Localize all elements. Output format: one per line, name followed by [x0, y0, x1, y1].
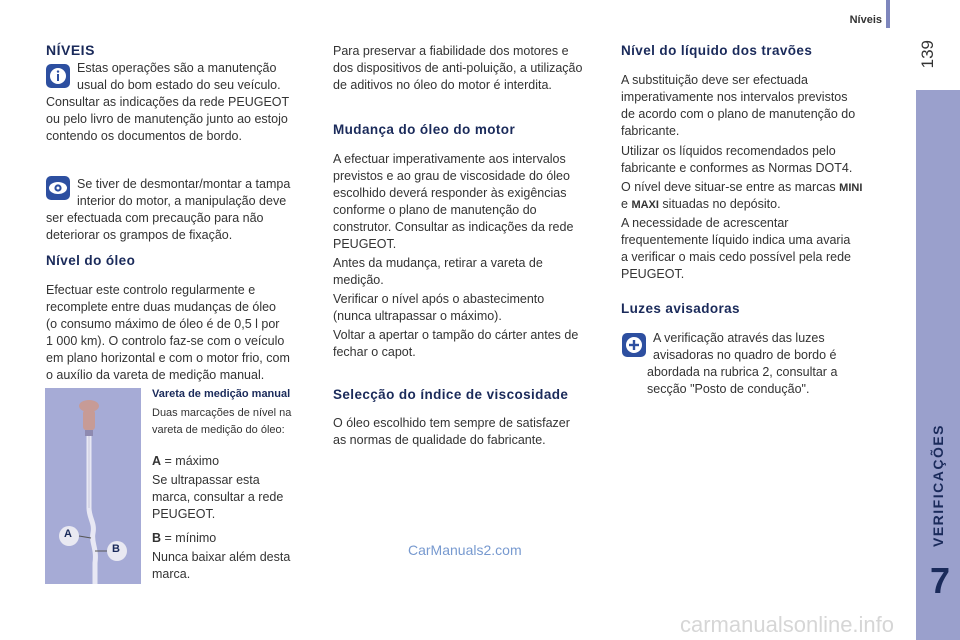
oil-level-line: (o consumo máximo de óleo é de 0,5 l por: [46, 317, 280, 331]
brake-fluid-line: Utilizar os líquidos recomendados pelo: [621, 144, 836, 158]
marker-a-line: Se ultrapassar esta: [152, 473, 260, 487]
additives-line: dos dispositivos de anti-poluição, a utilização: [333, 61, 583, 75]
oil-change-line: fechar o capot.: [333, 345, 416, 359]
warning-line: interior do motor, a manipulação deve: [77, 194, 287, 208]
oil-change-line: construtor. Consultar as indicações da rede: [333, 220, 574, 234]
oil-change-line: medição.: [333, 273, 384, 287]
marker-b-line: Nunca baixar além desta: [152, 550, 291, 564]
marker-a-line: marca, consultar a rede: [152, 490, 284, 504]
page-number: 139: [918, 40, 937, 69]
additives-line: Para preservar a fiabilidade dos motores e: [333, 44, 569, 58]
warning-lights-line: abordada na rubrica 2, consultar a: [647, 365, 838, 379]
chapter-label: VERIFICAÇÕES: [930, 423, 946, 547]
brake-fluid-line: PEUGEOT.: [621, 267, 685, 281]
oil-change-line: previstos e ao grau de viscosidade do óleo: [333, 169, 570, 183]
oil-change-heading: Mudança do óleo do motor: [333, 122, 516, 137]
chapter-number: 7: [929, 560, 950, 601]
dipstick-line: vareta de medição do óleo:: [152, 424, 285, 436]
oil-change-line: Voltar a apertar o tampão do cárter antes de: [333, 328, 579, 342]
watermark-carmanuals2: CarManuals2.com: [408, 542, 522, 558]
oil-change-line: A efectuar imperativamente aos intervalos: [333, 152, 566, 166]
dipstick-illustration: [45, 388, 141, 584]
warning-lights-heading: Luzes avisadoras: [621, 301, 740, 316]
header-accent-bar: [886, 0, 890, 28]
brake-level-text: situadas no depósito.: [658, 197, 781, 211]
brake-fluid-line: fabricante.: [621, 124, 680, 138]
maxi-mark: MAXI: [631, 199, 659, 211]
oil-change-line: escolhido deverá responder às exigências: [333, 186, 567, 200]
plus-icon: [622, 333, 646, 357]
brake-fluid-line: de acordo com o plano de manutenção do: [621, 107, 856, 121]
brake-level-text: e: [621, 197, 632, 211]
marker-a-definition: [152, 453, 219, 470]
brake-fluid-level-line: [621, 179, 862, 197]
brake-fluid-line: frequentemente líquido indica uma avaria: [621, 233, 851, 247]
viscosity-line: O óleo escolhido tem sempre de satisfazer: [333, 416, 570, 430]
info-line: usual do bom estado do seu veículo.: [77, 78, 281, 92]
oil-level-line: o auxílio da vareta de medição manual.: [46, 368, 265, 382]
info-line: contendo os documentos de bordo.: [46, 129, 242, 143]
brake-fluid-line: fabricante e conformes as Normas DOT4.: [621, 161, 853, 175]
warning-line: deteriorar os grampos de fixação.: [46, 228, 233, 242]
oil-change-line: Antes da mudança, retirar a vareta de: [333, 256, 543, 270]
additives-line: de aditivos no óleo do motor é interdita.: [333, 78, 552, 92]
marker-a-line: PEUGEOT.: [152, 507, 216, 521]
info-line: Consultar as indicações da rede PEUGEOT: [46, 95, 290, 109]
marker-a-label: A: [64, 528, 72, 540]
marker-b-line: marca.: [152, 567, 191, 581]
viscosity-line: as normas de qualidade do fabricante.: [333, 433, 546, 447]
page-title: NÍVEIS: [46, 42, 95, 58]
dipstick-line: Duas marcações de nível na: [152, 407, 292, 419]
brake-fluid-line: A substituição deve ser efectuada: [621, 73, 808, 87]
header-section-title: Níveis: [849, 14, 882, 26]
warning-lights-line: secção "Posto de condução".: [647, 382, 810, 396]
oil-change-line: conforme o plano de manutenção do: [333, 203, 537, 217]
oil-level-line: recomplete entre duas mudanças de óleo: [46, 300, 277, 314]
oil-level-heading: Nível do óleo: [46, 253, 136, 268]
brake-fluid-level-line: [621, 196, 781, 214]
marker-b-label: B: [112, 543, 120, 555]
viscosity-heading: Selecção do índice de viscosidade: [333, 387, 569, 402]
eye-icon: [46, 176, 70, 200]
marker-b-definition: [152, 530, 216, 547]
info-line: Estas operações são a manutenção: [77, 61, 277, 75]
warning-lights-line: A verificação através das luzes: [653, 331, 825, 345]
marker-b-key: B: [152, 531, 162, 545]
chapter-side-band: [916, 90, 960, 640]
oil-level-line: 1 000 km). O controlo faz-se com o veículo: [46, 334, 285, 348]
brake-fluid-line: imperativamente nos intervalos previstos: [621, 90, 848, 104]
watermark-carmanualsonline: carmanualsonline.info: [680, 612, 895, 637]
brake-level-text: O nível deve situar-se entre as marcas: [621, 180, 840, 194]
warning-lights-line: avisadoras no quadro de bordo é: [653, 348, 837, 362]
dipstick-heading: Vareta de medição manual: [152, 388, 291, 400]
mini-mark: MINI: [839, 182, 863, 194]
info-icon: [46, 64, 70, 88]
oil-level-line: Efectuar este controlo regularmente e: [46, 283, 256, 297]
oil-change-line: PEUGEOT.: [333, 237, 397, 251]
warning-line: ser efectuada com precaução para não: [46, 211, 264, 225]
marker-b-meaning: = mínimo: [161, 531, 217, 545]
oil-change-line: Verificar o nível após o abastecimento: [333, 292, 545, 306]
info-line: ou pelo livro de manutenção junto ao estojo: [46, 112, 288, 126]
oil-level-line: em plano horizontal e com o motor frio, com: [46, 351, 290, 365]
oil-change-line: (nunca ultrapassar o máximo).: [333, 309, 502, 323]
marker-a-meaning: = máximo: [161, 454, 220, 468]
brake-fluid-heading: Nível do líquido dos travões: [621, 43, 813, 58]
warning-line: Se tiver de desmontar/montar a tampa: [77, 177, 291, 191]
brake-fluid-line: A necessidade de acrescentar: [621, 216, 789, 230]
brake-fluid-line: a verificar o mais cedo possível pela rede: [621, 250, 851, 264]
marker-a-key: A: [152, 454, 162, 468]
